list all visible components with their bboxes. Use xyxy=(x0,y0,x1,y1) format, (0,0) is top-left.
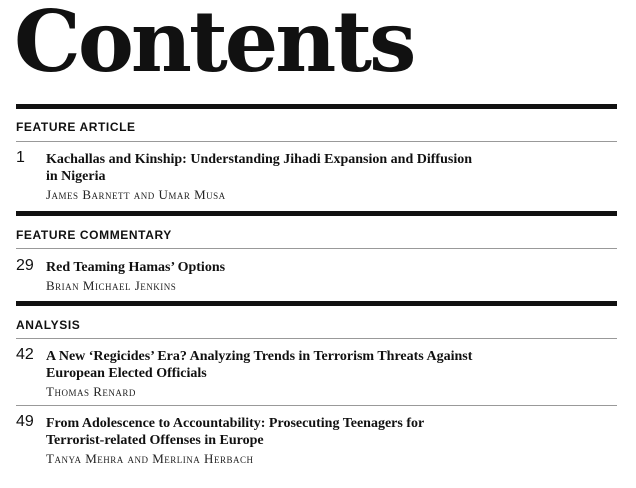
section-divider-thick xyxy=(16,104,617,109)
section-divider-thick xyxy=(16,301,617,306)
article-title-line[interactable]: Terrorist-related Offenses in Europe xyxy=(46,433,264,448)
section-label-feature-commentary: FEATURE COMMENTARY xyxy=(16,228,172,242)
article-title-line[interactable]: in Nigeria xyxy=(46,169,106,184)
page-title: Contents xyxy=(14,0,414,91)
article-authors: Thomas Renard xyxy=(46,384,136,399)
article-authors: Tanya Mehra and Merlina Herbach xyxy=(46,451,254,466)
entry-text xyxy=(46,259,546,295)
page-number: 49 xyxy=(16,413,34,430)
section-label-feature-article: FEATURE ARTICLE xyxy=(16,120,136,134)
article-authors: James Barnett and Umar Musa xyxy=(46,187,226,202)
article-authors: Brian Michael Jenkins xyxy=(46,278,177,293)
entry-divider-thin xyxy=(16,405,617,406)
section-label-analysis: ANALYSIS xyxy=(16,318,81,332)
article-title-line[interactable]: A New ‘Regicides’ Era? Analyzing Trends in Terrorism Threats Against xyxy=(46,349,473,364)
section-divider-thin xyxy=(16,141,617,142)
page-number: 1 xyxy=(16,149,25,166)
page-number: 42 xyxy=(16,346,34,363)
article-title-line[interactable]: From Adolescence to Accountability: Prosecuting Teenagers for xyxy=(46,416,425,431)
article-title-line[interactable]: Red Teaming Hamas’ Options xyxy=(46,260,226,275)
page-number: 29 xyxy=(16,257,34,274)
section-divider-thin xyxy=(16,338,617,339)
entry-text xyxy=(46,348,546,401)
entry-text xyxy=(46,151,546,204)
article-title-line[interactable]: European Elected Officials xyxy=(46,366,207,381)
section-divider-thick xyxy=(16,211,617,216)
section-divider-thin xyxy=(16,248,617,249)
article-title-line[interactable]: Kachallas and Kinship: Understanding Jihadi Expansion and Diffusion xyxy=(46,152,472,167)
entry-text xyxy=(46,415,546,468)
